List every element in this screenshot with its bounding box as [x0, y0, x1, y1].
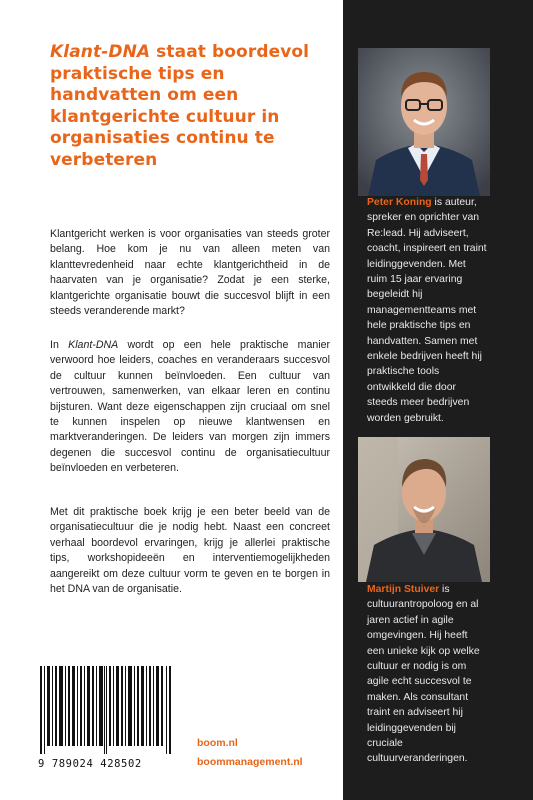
author-name-1: Peter Koning: [367, 197, 432, 208]
p2-book-title: Klant-DNA: [68, 339, 119, 351]
body-paragraph-2: [50, 338, 330, 477]
author-bio-1: [367, 195, 487, 426]
author-text-1: is auteur, spreker en oprichter van Re:lead. Hij adviseert, coacht, inspireert en traint leidinggevenden. Met ruim 15 jaar ervaring begeleidt hij managementteams met hele praktische tips en handvatten. Samen met enkele bedrijven heeft hij praktische tools ontwikkeld die door steeds meer bedrijven worden gebruikt.: [367, 197, 487, 424]
publisher-site-1[interactable]: boom.nl: [197, 737, 238, 749]
headline: [50, 42, 335, 171]
book-title-italic: Klant-DNA: [50, 42, 151, 62]
author-bio-2: [367, 582, 487, 767]
author-name-2: Martijn Stuiver: [367, 584, 440, 595]
author-photo-peter-koning: [358, 48, 490, 196]
isbn-number: 9 789024 428502: [38, 758, 142, 770]
body-paragraph-1: Klantgericht werken is voor organisaties van steeds groter belang. Hoe kom je nu van alleen meten van klanttevredenheid naar echte klantgerichtheid in de haarvaten van je organisatie? Zodat je een sterke, klantgerichte organisatie bouwt die succesvol blijft in een steeds veranderende markt?: [50, 228, 330, 318]
p2-text: wordt op een hele praktische manier verwoord hoe leiders, coaches en veranderaars succesvol de cultuur kunnen beïnvloeden. Een cultuur van vertrouwen, samenwerken, van elkaar leren en continu bijsturen. Want deze eigenschappen zijn cruciaal om snel te kunnen inspelen op nieuwe klantwensen en marktveranderingen. De leiders van morgen zijn immers degenen die succesvol continu de organisatiecultuur beïnvloeden en verbeteren.: [50, 339, 331, 475]
body-paragraph-3: Met dit praktische boek krijg je een beter beeld van de organisatiecultuur die je nodig hebt. Naast een concreet verhaal boordevol ervaringen, krijg je allerlei praktische tips, workshopideeën en interventiemogelijkheden aangereikt om deze cultuur vorm te geven en te borgen in het DNA van de organisatie.: [50, 506, 330, 596]
author-photo-martijn-stuiver: [358, 437, 490, 582]
p2-intro: In: [50, 339, 69, 351]
author-text-2: is cultuurantropoloog en al jaren actief in agile omgevingen. Hij heeft een unieke kijk op welke cultuur er nodig is om agile echt succesvol te maken. Als consultant traint en adviseert hij leidinggevenden bij cruciale cultuurveranderingen.: [367, 584, 480, 765]
publisher-site-2[interactable]: boommanagement.nl: [197, 756, 303, 768]
barcode-icon: [40, 666, 172, 754]
headline-text: staat boordevol praktische tips en handvatten om een klantgerichte cultuur in organisaties continu te verbeteren: [50, 42, 310, 170]
